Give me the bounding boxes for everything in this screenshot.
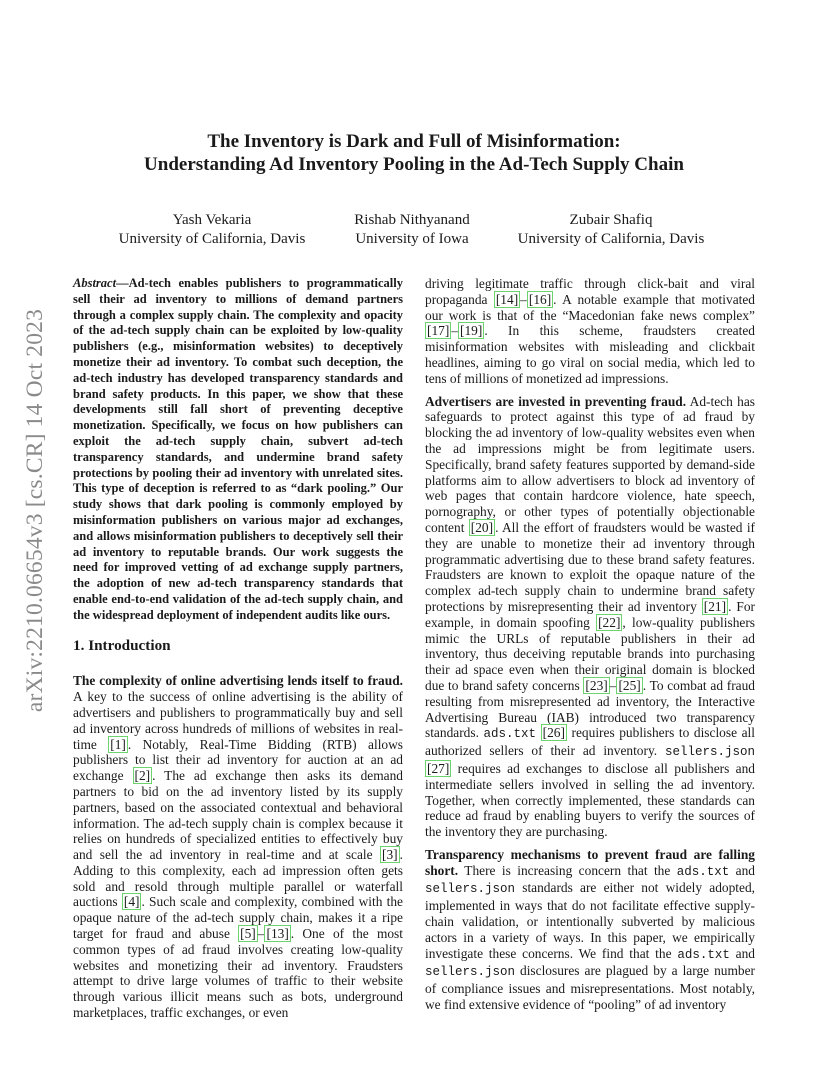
paragraph-text: . A notable example that motivated our work is that of the “Macedonian fake news complex” — [425, 291, 755, 323]
code-sellers-json: sellers.json — [425, 882, 516, 897]
author-3 — [508, 211, 714, 249]
arxiv-identifier: arXiv:2210.06654v3 [cs.CR] 14 Oct 2023 — [22, 308, 49, 712]
author-name: Zubair Shafiq — [569, 212, 653, 228]
paragraph-text: . In this scheme, fraudsters created misinformation websites with misleading and clickbait headlines, aiming to go viral on social media, which led to tens of millions of monetized ad impressions. — [425, 323, 755, 386]
paragraph-lead: The complexity of online advertising lends itself to fraud. — [73, 673, 403, 689]
paragraph-text: A key to the success of online advertising is the ability of advertisers and publishers to programmatically buy and sell ad inventory across hundreds of millions of websites in real-time — [73, 689, 403, 752]
paragraph-text: and — [729, 945, 755, 961]
citation-link[interactable]: [1] — [110, 736, 126, 752]
citation-link[interactable]: [17] — [427, 323, 450, 339]
paragraph-text: driving legitimate traffic through click-bait and viral propaganda — [425, 276, 755, 307]
author-affiliation: University of California, Davis — [517, 231, 705, 247]
paragraph-text: . For example, in domain spoofing — [425, 598, 755, 630]
range-dash: – — [609, 677, 617, 693]
code-sellers-json: sellers.json — [664, 745, 755, 760]
range-dash: – — [257, 926, 265, 942]
author-affiliation: University of Iowa — [355, 231, 469, 247]
intro-paragraph-2 — [425, 394, 755, 840]
paragraph-text: Ad-tech has safeguards to protect against this type of ad fraud by blocking the ad inventory of low-quality websites even when the ad impressions might be from legitimate users. Specifically, brand safety features supported by demand-side platforms aim to allow advertisers to block ad inventory of web pages that contain hardcore violence, hate speech, pornography, or other types of potentially objectionable content — [425, 393, 755, 535]
citation-link[interactable]: [21] — [703, 598, 727, 614]
citation-link[interactable]: [25] — [618, 677, 641, 693]
citation-link[interactable]: [13] — [266, 926, 289, 942]
paragraph-text: . To combat ad fraud resulting from misrepresented ad inventory, the Interactive Advertising Bureau (IAB) introduced two transparency standards. — [425, 677, 755, 741]
left-column — [73, 276, 403, 1028]
paragraph-text: , low-quality publishers mimic the URLs of reputable publishers in their ad inventory, thus deceiving reputable brands into purchasing their ad space even when their original domain is blocked due to brand safety concerns — [425, 614, 756, 693]
paragraph-text: requires ad exchanges to disclose all publishers and intermediate sellers involved in selling the ad inventory. Together, when correctly implemented, these standards can reduce ad fraud by enabling buyers to verify the sources of the inventory they are purchasing. — [425, 760, 755, 840]
intro-paragraph-1 — [73, 673, 403, 1021]
paragraph-lead: Transparency mechanisms to prevent fraud are falling short. — [425, 846, 755, 878]
citation-link[interactable]: [4] — [123, 894, 140, 910]
abstract-label: Abstract — [73, 276, 117, 290]
paragraph-text: requires publishers to disclose all authorized sellers of their ad inventory. — [425, 725, 755, 759]
author-name: Yash Vekaria — [172, 212, 252, 228]
paragraph-text: standards are either not widely adopted, implemented in ways that do not facilitate effective supply-chain validation, or intentionally subverted by malicious actors in a variety of ways. In this paper, we empirically investigate these concerns. We find that the — [425, 880, 755, 961]
paragraph-text: . The ad exchange then asks its demand partners to bid on the ad inventory listed by its supply partners, based on the associated contextual and behavioral information. The ad-tech supply chain is complex because it relies on hundreds of specialized entities to effectively buy and sell the ad inventory in real-time and at scale — [73, 768, 403, 863]
arxiv-side-stamp — [16, 290, 56, 730]
code-sellers-json: sellers.json — [425, 965, 516, 980]
paragraph-text: . Adding to this complexity, each ad impression often gets sold and resold through multiple parallel or waterfall auctions — [73, 847, 403, 910]
title-line-1: The Inventory is Dark and Full of Misinformation: — [207, 131, 621, 152]
citation-link[interactable]: [5] — [240, 926, 256, 942]
author-1 — [108, 211, 316, 249]
paper-title — [0, 130, 828, 176]
citation-link[interactable]: [2] — [134, 768, 151, 784]
citation-link[interactable]: [20] — [470, 519, 494, 535]
paragraph-text: There is increasing concern that the — [458, 862, 677, 878]
abstract-text: —Ad-tech enables publishers to programmatically sell their ad inventory to millions of demand partners through a complex supply chain. The complexity and opacity of the ad-tech supply chain can be exploited by low-quality publishers (e.g., misinformation websites) to deceptively monetize their ad inventory. To combat such deception, the ad-tech industry has developed transparency standards and brand safety products. In this paper, we show that these developments still fall short of preventing deceptive monetization. Specifically, we focus on how publishers can exploit the ad-tech supply chain, subvert ad-tech transparency standards, and undermine brand safety protections by pooling their ad inventory with unrelated sites. This type of deception is referred to as “dark pooling.” Our study shows that dark pooling is commonly employed by misinformation publishers on various major ad exchanges, and allows misinformation publishers to deceptively sell their ad inventory to reputable brands. Our work suggests the need for improved vetting of ad exchange supply partners, the adoption of new ad-tech transparency standards that enable end-to-end validation of the ad-tech supply chain, and the widespread deployment of independent audits like ours. — [73, 276, 403, 622]
intro-paragraph-continued — [425, 276, 755, 387]
paragraph-text: and — [729, 862, 755, 878]
right-column — [425, 276, 755, 1020]
code-ads-txt: ads.txt — [676, 864, 730, 879]
intro-paragraph-3 — [425, 847, 755, 1013]
author-2 — [342, 211, 482, 249]
range-dash: – — [451, 323, 459, 339]
citation-link[interactable]: [16] — [528, 291, 552, 307]
paragraph-text: . All the effort of fraudsters would be wasted if they are unable to monetize their ad inventory through programmatic advertising due to these brand safety features. Fraudsters are known to exploit the opaque nature of the complex ad-tech supply chain to undermine brand safety protections by misrepresenting their ad inventory — [425, 519, 755, 614]
citation-link[interactable]: [22] — [598, 614, 621, 630]
paragraph-text: . One of the most common types of ad fraud involves creating low-quality websites and monetizing their ad inventory. Fraudsters attempt to drive large volumes of traffic to their website through various illicit means such as bots, underground marketplaces, traffic exchanges, or even — [73, 926, 403, 1021]
code-ads-txt: ads.txt — [677, 947, 730, 962]
paragraph-text: disclosures are plagued by a large number of compliance issues and misrepresentations. Most notably, we find extensive evidence of “pooling” of ad inventory — [425, 963, 755, 1013]
citation-link[interactable]: [19] — [460, 323, 483, 339]
paragraph-lead: Advertisers are invested in preventing fraud. — [425, 393, 687, 409]
author-name: Rishab Nithyanand — [354, 212, 470, 228]
citation-link[interactable]: [27] — [427, 760, 450, 776]
range-dash: – — [520, 291, 527, 307]
title-line-2: Understanding Ad Inventory Pooling in the Ad-Tech Supply Chain — [144, 154, 684, 175]
citation-link[interactable]: [23] — [585, 677, 608, 693]
citation-link[interactable]: [14] — [495, 291, 519, 307]
author-affiliation: University of California, Davis — [118, 231, 306, 247]
paragraph-text: . Notably, Real-Time Bidding (RTB) allows publishers to list their ad inventory for auction at an ad exchange — [73, 736, 403, 784]
citation-link[interactable]: [26] — [542, 725, 565, 741]
paragraph-text: . Such scale and complexity, combined with the opaque nature of the ad-tech supply chain, makes it a ripe target for fraud and abuse — [73, 894, 403, 942]
citation-link[interactable]: [3] — [382, 847, 398, 863]
section-heading-introduction: 1. Introduction — [73, 636, 171, 654]
abstract — [73, 276, 403, 624]
code-ads-txt: ads.txt — [483, 727, 537, 742]
